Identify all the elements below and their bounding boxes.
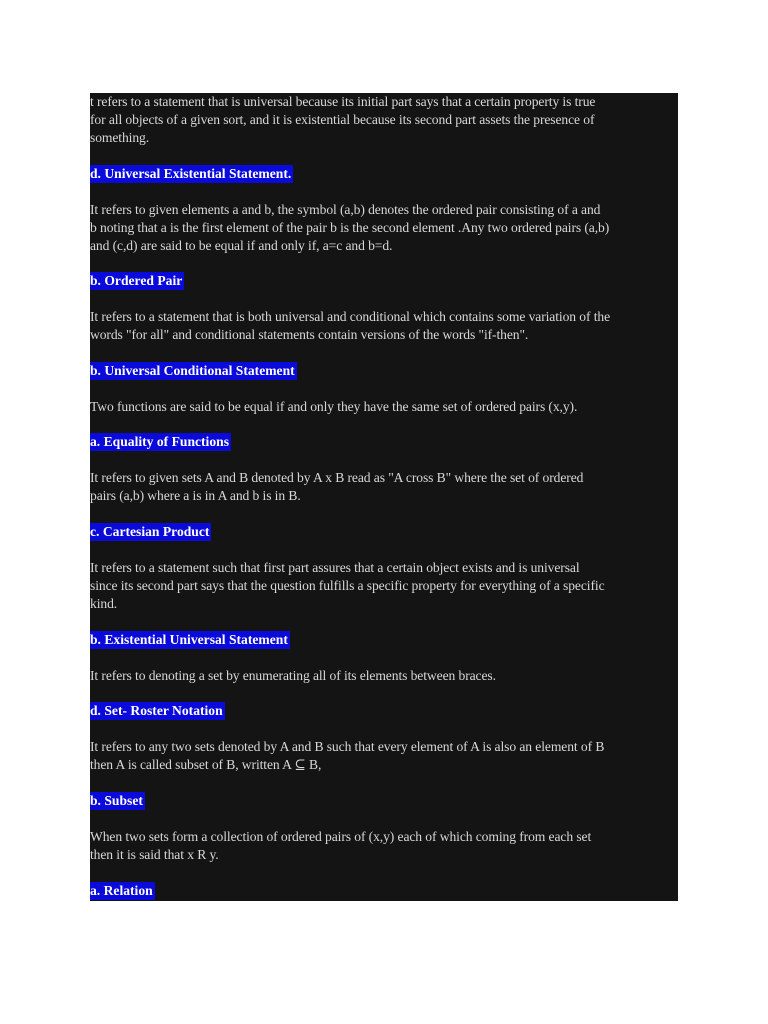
question-text: [90, 559, 678, 613]
answer-highlight: b. Ordered Pair: [90, 273, 183, 288]
answer-highlight: b. Subset: [90, 793, 143, 808]
question-line: It refers to a statement that is both universal and conditional which contains some variation of the: [90, 309, 611, 324]
question-line: When two sets form a collection of ordered pairs of (x,y) each of which coming from each set: [90, 829, 592, 844]
question-line: t refers to a statement that is universal because its initial part says that a certain property is true: [90, 94, 596, 109]
answer-highlight: a. Equality of Functions: [90, 434, 229, 449]
document-panel: [90, 93, 678, 901]
question-line: It refers to denoting a set by enumerating all of its elements between braces.: [90, 668, 496, 683]
answer-highlight: b. Existential Universal Statement: [90, 632, 288, 647]
question-line: It refers to given sets A and B denoted by A x B read as "A cross B" where the set of ordered: [90, 470, 584, 485]
question-text: [90, 398, 678, 416]
question-text: [90, 667, 678, 685]
question-line: for all objects of a given sort, and it is existential because its second part assets the presence of: [90, 112, 595, 127]
question-line: kind.: [90, 596, 118, 611]
question-line: Two functions are said to be equal if and only they have the same set of ordered pairs (x,y).: [90, 399, 578, 414]
question-line: and (c,d) are said to be equal if and only if, a=c and b=d.: [90, 238, 393, 253]
question-text: [90, 308, 678, 344]
question-text: [90, 201, 678, 255]
question-line: It refers to any two sets denoted by A and B such that every element of A is also an element of B: [90, 739, 605, 754]
answer-highlight: d. Set- Roster Notation: [90, 703, 223, 718]
question-text: [90, 738, 678, 774]
question-line: something.: [90, 130, 150, 145]
question-line: since its second part says that the question fulfills a specific property for everything of a specific: [90, 578, 605, 593]
question-line: It refers to given elements a and b, the symbol (a,b) denotes the ordered pair consisting of a and: [90, 202, 601, 217]
answer-highlight: a. Relation: [90, 883, 153, 898]
question-line: then it is said that x R y.: [90, 847, 219, 862]
answer-highlight: b. Universal Conditional Statement: [90, 363, 295, 378]
question-text: [90, 469, 678, 505]
answer-highlight: d. Universal Existential Statement.: [90, 166, 292, 181]
question-line: words "for all" and conditional statements contain versions of the words "if-then".: [90, 327, 529, 342]
question-line: b noting that a is the first element of the pair b is the second element .Any two ordered pairs (a,b): [90, 220, 610, 235]
question-line: pairs (a,b) where a is in A and b is in B.: [90, 488, 301, 503]
question-line: then A is called subset of B, written A ⊆ B,: [90, 757, 322, 772]
question-text: [90, 93, 678, 147]
question-text: [90, 828, 678, 864]
question-line: It refers to a statement such that first part assures that a certain object exists and is universal: [90, 560, 580, 575]
answer-highlight: c. Cartesian Product: [90, 524, 210, 539]
